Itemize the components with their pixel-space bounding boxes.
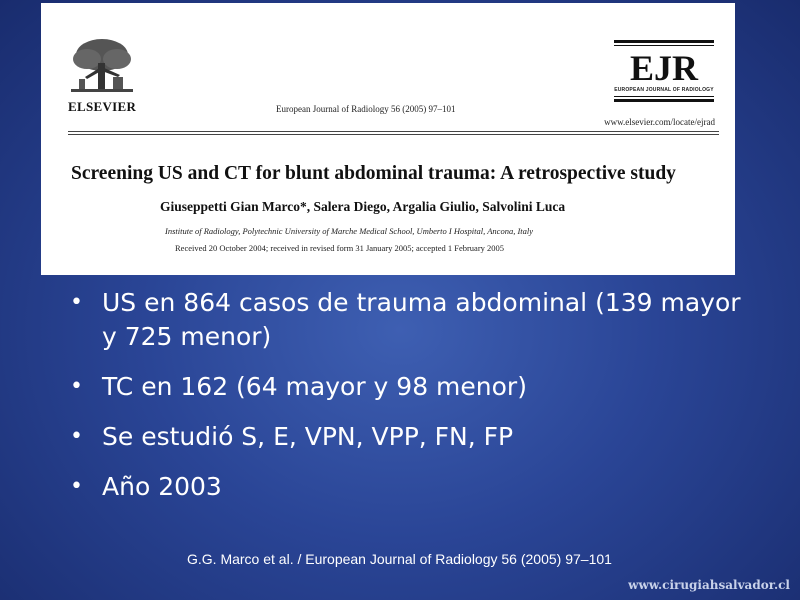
elsevier-tree-logo-icon <box>65 37 139 99</box>
affiliation: Institute of Radiology, Polytechnic University of Marche Medical School, Umberto I Hospital, Ancona, Italy <box>165 226 534 236</box>
journal-citation: European Journal of Radiology 56 (2005) 97–101 <box>276 104 456 114</box>
bullet-text: US en 864 casos de trauma abdominal (139 mayor y 725 menor) <box>102 288 741 351</box>
ejr-rule-bottom <box>614 95 714 103</box>
watermark: www.cirugiahsalvador.cl <box>628 578 790 592</box>
bullet-text: TC en 162 (64 mayor y 98 menor) <box>102 372 527 401</box>
bullet-item <box>70 470 760 504</box>
bullet-dot-icon: • <box>70 374 83 399</box>
journal-logo: EJR <box>629 48 698 88</box>
header-divider-secondary <box>68 134 719 135</box>
bullet-text: Se estudió S, E, VPN, VPP, FN, FP <box>102 422 514 451</box>
journal-url: www.elsevier.com/locate/ejrad <box>604 117 715 127</box>
bullet-item <box>70 420 760 454</box>
bullet-dot-icon: • <box>70 290 83 315</box>
journal-logo-subtitle: EUROPEAN JOURNAL OF RADIOLOGY <box>614 87 714 93</box>
publisher-name: ELSEVIER <box>68 99 137 114</box>
bullet-item <box>70 370 760 404</box>
bullet-text: Año 2003 <box>102 472 222 501</box>
article-dates: Received 20 October 2004; received in revised form 31 January 2005; accepted 1 February 2005 <box>175 243 505 253</box>
footer-citation: G.G. Marco et al. / European Journal of Radiology 56 (2005) 97–101 <box>187 551 612 567</box>
header-divider <box>68 131 719 132</box>
bullet-list <box>70 286 760 520</box>
authors: Giuseppetti Gian Marco*, Salera Diego, Argalia Giulio, Salvolini Luca <box>160 199 566 214</box>
article-header-image <box>41 3 735 275</box>
bullet-dot-icon: • <box>70 474 83 499</box>
bullet-item <box>70 286 760 354</box>
article-title: Screening US and CT for blunt abdominal trauma: A retrospective study <box>71 163 676 184</box>
bullet-dot-icon: • <box>70 424 83 449</box>
